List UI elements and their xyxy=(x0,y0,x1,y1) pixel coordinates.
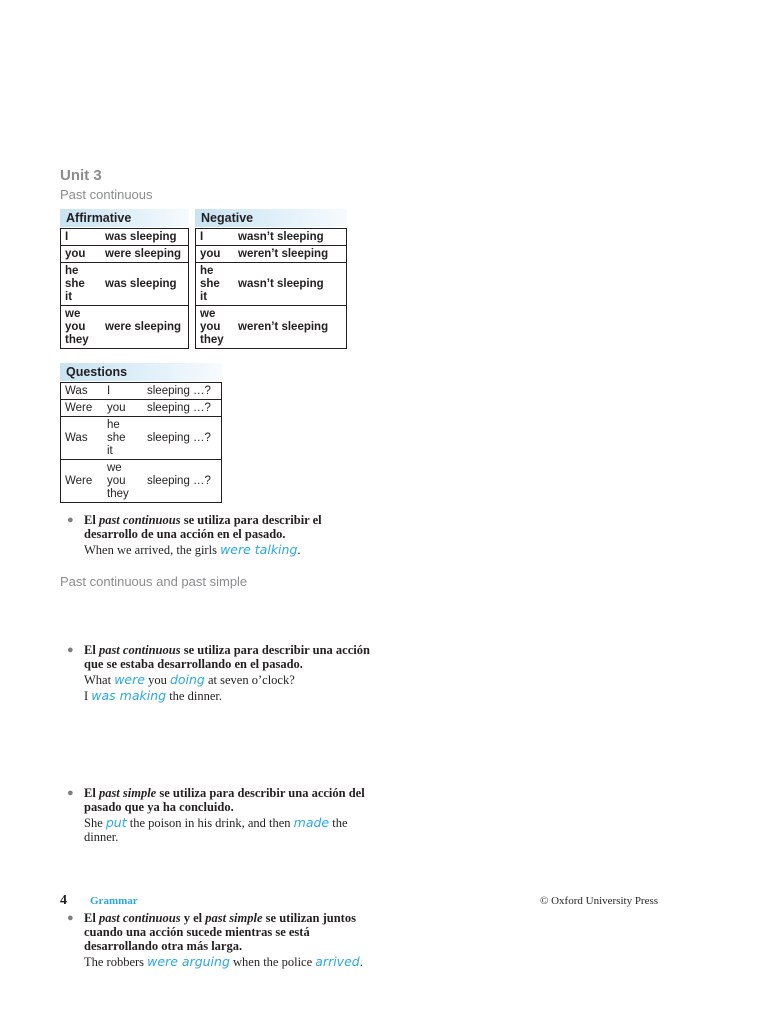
example-text: When we arrived, the girls were talking. xyxy=(84,542,301,557)
table-row xyxy=(61,306,189,349)
subject-cell xyxy=(196,306,235,349)
table-row xyxy=(61,263,189,306)
subject-line: he xyxy=(65,264,79,277)
subject-cell: I xyxy=(103,383,143,400)
negative-grid xyxy=(195,228,347,349)
subject-line: she xyxy=(200,277,220,290)
subject-line: she xyxy=(107,431,126,444)
note-2 xyxy=(60,643,374,703)
rule-text: El past continuous se utiliza para describir el desarrollo de una acción en el pasado. xyxy=(84,513,322,541)
table-row xyxy=(61,417,222,460)
bullet-icon: ● xyxy=(67,644,74,656)
subject-line: you xyxy=(107,474,126,487)
table-row xyxy=(196,229,347,246)
example-text: I was making the dinner. xyxy=(84,688,222,703)
verb-cell: sleeping …? xyxy=(143,460,222,503)
subject-cell: I xyxy=(61,229,102,246)
negative-header: Negative xyxy=(195,209,347,227)
table-row xyxy=(61,229,189,246)
aux-cell: Were xyxy=(61,400,104,417)
table-row xyxy=(196,263,347,306)
affirmative-table xyxy=(60,209,189,349)
subject-cell: you xyxy=(196,246,235,263)
note-1 xyxy=(60,513,374,557)
subject-line: we xyxy=(65,307,81,320)
example-text: The robbers were arguing when the police arrived. xyxy=(84,954,363,969)
subject-line: you xyxy=(65,320,86,333)
note-3 xyxy=(60,786,374,844)
questions-table xyxy=(60,363,222,503)
subject-cell xyxy=(61,306,102,349)
subject-line: she xyxy=(65,277,85,290)
rule-text: El past continuous se utiliza para describir una acción que se estaba desarrollando en el pasado. xyxy=(84,643,370,671)
table-row xyxy=(61,383,222,400)
questions-grid xyxy=(60,382,222,503)
verb-cell: sleeping …? xyxy=(143,400,222,417)
subject-line: he xyxy=(200,264,214,277)
subject-line: he xyxy=(107,418,120,431)
term: past continuous xyxy=(98,911,181,925)
bullet-icon: ● xyxy=(67,912,74,924)
subject-cell xyxy=(103,417,143,460)
copyright: © Oxford University Press xyxy=(540,895,659,907)
subject-cell xyxy=(61,263,102,306)
subject-line: you xyxy=(200,320,221,333)
bullet-icon: ● xyxy=(67,787,74,799)
affirmative-grid xyxy=(60,228,189,349)
example-text: She put the poison in his drink, and then made the dinner. xyxy=(84,815,348,844)
affirmative-header: Affirmative xyxy=(60,209,189,227)
subject-line: they xyxy=(200,333,224,346)
verb-cell: weren’t sleeping xyxy=(234,306,347,349)
subject-line: we xyxy=(200,307,216,320)
table-row xyxy=(196,306,347,349)
highlighted-verb: were talking xyxy=(220,542,298,557)
verb-cell: wasn’t sleeping xyxy=(234,263,347,306)
subject-line: we xyxy=(107,461,122,474)
term: past continuous xyxy=(98,643,181,657)
verb-cell: sleeping …? xyxy=(143,383,222,400)
aux-cell: Was xyxy=(61,417,104,460)
verb-cell: wasn’t sleeping xyxy=(234,229,347,246)
rule-text: El past simple se utiliza para describir una acción del pasado que ya ha concluido. xyxy=(84,786,365,814)
unit-title: Unit 3 xyxy=(60,167,102,184)
subject-line: it xyxy=(200,290,208,303)
section-label: Grammar xyxy=(90,895,138,907)
negative-table xyxy=(195,209,347,349)
verb-cell: sleeping …? xyxy=(143,417,222,460)
verb-cell: was sleeping xyxy=(101,229,189,246)
term: past simple xyxy=(205,911,263,925)
subject-cell xyxy=(103,460,143,503)
bullet-icon: ● xyxy=(67,514,74,526)
verb-cell: was sleeping xyxy=(101,263,189,306)
subject-line: they xyxy=(107,487,129,500)
table-row xyxy=(61,460,222,503)
table-row xyxy=(61,246,189,263)
unit-subtitle: Past continuous xyxy=(60,187,153,202)
section-title: Past continuous and past simple xyxy=(60,574,248,589)
page-number: 4 xyxy=(60,893,67,908)
term: past continuous xyxy=(98,513,181,527)
subject-cell: you xyxy=(61,246,102,263)
table-row xyxy=(61,400,222,417)
example-text: What were you doing at seven o’clock? xyxy=(84,672,295,687)
subject-line: they xyxy=(65,333,89,346)
rule-text: El past continuous y el past simple se utilizan juntos cuando una acción sucede mientras se está desarrollando otra más larga. xyxy=(84,911,356,953)
term: past simple xyxy=(98,786,157,800)
table-row xyxy=(196,246,347,263)
aux-cell: Was xyxy=(61,383,104,400)
subject-cell xyxy=(196,263,235,306)
verb-cell: weren’t sleeping xyxy=(234,246,347,263)
subject-cell: I xyxy=(196,229,235,246)
questions-header: Questions xyxy=(60,363,222,381)
verb-cell: were sleeping xyxy=(101,306,189,349)
note-4 xyxy=(60,911,374,969)
aux-cell: Were xyxy=(61,460,104,503)
subject-line: it xyxy=(65,290,73,303)
verb-cell: were sleeping xyxy=(101,246,189,263)
subject-cell: you xyxy=(103,400,143,417)
subject-line: it xyxy=(107,444,113,457)
